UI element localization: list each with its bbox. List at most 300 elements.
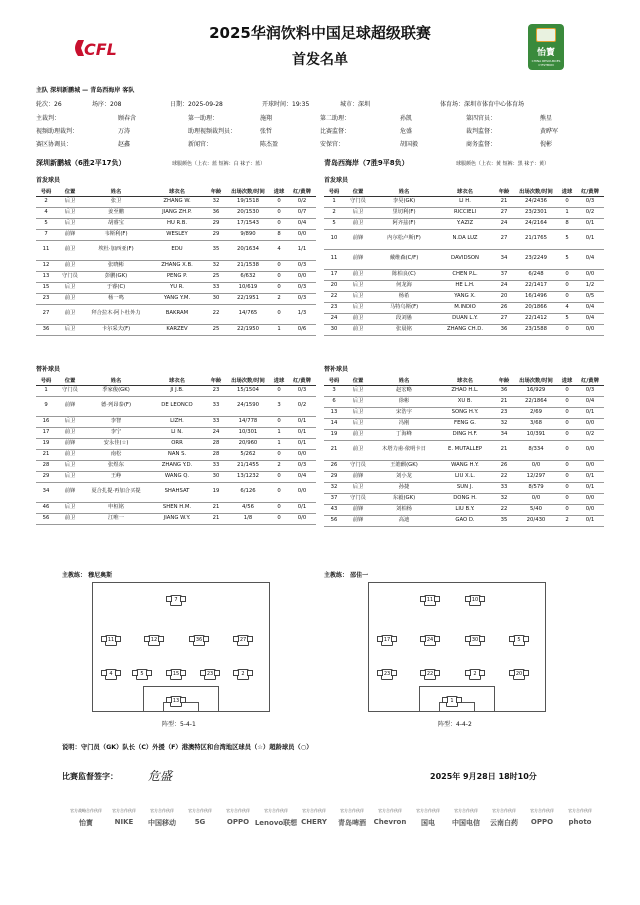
column-header: 姓名 bbox=[372, 376, 436, 385]
player-row bbox=[324, 396, 604, 407]
sponsor-tier: 官方合作伙伴 bbox=[454, 808, 478, 813]
player-cell: 前锋 bbox=[56, 482, 84, 502]
player-cell: 17/1543 bbox=[226, 218, 270, 229]
player-row bbox=[36, 460, 316, 471]
player-cell: 0/0 bbox=[576, 493, 604, 504]
player-cell: 0 bbox=[270, 271, 288, 282]
teams-line: 主队 深圳新鹏城 — 青岛西海岸 客队 bbox=[36, 87, 135, 94]
player-cell: 后卫 bbox=[344, 207, 372, 218]
player-cell: 前锋 bbox=[344, 504, 372, 515]
player-cell: 2/69 bbox=[514, 407, 558, 418]
player-cell: 22/1412 bbox=[514, 313, 558, 324]
player-cell: 14/778 bbox=[226, 416, 270, 427]
player-cell: 0 bbox=[270, 449, 288, 460]
player-cell: 20/1866 bbox=[514, 302, 558, 313]
player-cell: 前锋 bbox=[344, 249, 372, 269]
player-cell: 1/3 bbox=[288, 304, 316, 324]
player-row bbox=[324, 504, 604, 515]
player-cell: 20 bbox=[324, 280, 344, 291]
player-cell: 1/1 bbox=[288, 240, 316, 260]
cfl-logo-text: CFL bbox=[84, 40, 117, 59]
player-cell: WANG Q. bbox=[148, 471, 206, 482]
player-cell: 内尔松卢斯(F) bbox=[372, 229, 436, 249]
player-row bbox=[36, 502, 316, 513]
player-cell: 35 bbox=[206, 240, 226, 260]
home-pitch bbox=[92, 582, 270, 712]
player-cell: 后卫 bbox=[344, 396, 372, 407]
column-header: 位置 bbox=[56, 376, 84, 385]
player-cell: 后卫 bbox=[56, 282, 84, 293]
player-cell: 28 bbox=[206, 449, 226, 460]
player-cell: 5 bbox=[558, 249, 576, 269]
sponsor-name: CHERY bbox=[301, 818, 327, 826]
player-cell: 0/0 bbox=[576, 418, 604, 429]
player-cell: 24 bbox=[206, 427, 226, 438]
player-cell: 26 bbox=[324, 460, 344, 471]
home-starters-table bbox=[36, 187, 316, 336]
player-cell: 23/1588 bbox=[514, 324, 558, 335]
player-cell: 0/1 bbox=[288, 427, 316, 438]
player-cell: 段刘愚 bbox=[372, 313, 436, 324]
player-cell: 0/5 bbox=[576, 291, 604, 302]
column-header: 红/黄牌 bbox=[576, 187, 604, 196]
player-cell: 8/579 bbox=[514, 482, 558, 493]
player-cell: ZHANG X.B. bbox=[148, 260, 206, 271]
player-cell: 26 bbox=[494, 302, 514, 313]
player-cell: 37 bbox=[494, 269, 514, 280]
column-header: 球衣名 bbox=[436, 376, 494, 385]
player-cell: 0 bbox=[558, 196, 576, 207]
player-cell: 0/1 bbox=[576, 229, 604, 249]
player-cell: 张卫 bbox=[84, 196, 148, 207]
player-cell: 后卫 bbox=[56, 460, 84, 471]
player-cell: 13/1232 bbox=[226, 471, 270, 482]
column-header: 出场次数/时间 bbox=[226, 376, 270, 385]
player-row bbox=[36, 396, 316, 416]
player-cell: 0 bbox=[270, 218, 288, 229]
player-cell: DONG H. bbox=[436, 493, 494, 504]
player-cell: 10/391 bbox=[514, 429, 558, 440]
player-cell: 21/1538 bbox=[226, 260, 270, 271]
player-cell: YU R. bbox=[148, 282, 206, 293]
player-row bbox=[36, 438, 316, 449]
player-cell: 16/929 bbox=[514, 385, 558, 396]
player-cell: 19 bbox=[206, 482, 226, 502]
sponsor-name: NIKE bbox=[114, 818, 134, 826]
player-cell: 6/126 bbox=[226, 482, 270, 502]
player-cell: 5 bbox=[36, 218, 56, 229]
player-cell: 21 bbox=[494, 196, 514, 207]
player-cell: 5 bbox=[324, 218, 344, 229]
player-row bbox=[36, 293, 316, 304]
player-cell: 21 bbox=[324, 440, 344, 460]
player-cell: 3 bbox=[270, 396, 288, 416]
player-cell: 37 bbox=[324, 493, 344, 504]
sponsor-name: OPPO bbox=[530, 818, 554, 826]
column-header: 球衣名 bbox=[148, 376, 206, 385]
player-cell: 于睿(C) bbox=[84, 282, 148, 293]
player-cell: PENG P. bbox=[148, 271, 206, 282]
player-cell: 0/4 bbox=[576, 302, 604, 313]
player-cell: 0/1 bbox=[576, 471, 604, 482]
player-row bbox=[36, 260, 316, 271]
player-cell: 9/890 bbox=[226, 229, 270, 240]
player-cell: 3/68 bbox=[514, 418, 558, 429]
player-row bbox=[36, 282, 316, 293]
player-row bbox=[36, 482, 316, 502]
player-cell: BAKRAM bbox=[148, 304, 206, 324]
player-cell: 14/765 bbox=[226, 304, 270, 324]
player-cell: 后卫 bbox=[344, 302, 372, 313]
player-cell: 15/1504 bbox=[226, 385, 270, 396]
player-cell: 后卫 bbox=[56, 207, 84, 218]
player-shirt: 7 bbox=[170, 595, 182, 606]
cesbon-logo-sub: CHINA RESOURCES C'ESTBON bbox=[531, 59, 561, 67]
player-cell: 0/0 bbox=[576, 460, 604, 471]
player-cell: 孙捷 bbox=[372, 482, 436, 493]
player-cell: 32 bbox=[206, 196, 226, 207]
player-cell: 15 bbox=[36, 282, 56, 293]
player-cell: 4/56 bbox=[226, 502, 270, 513]
player-cell: 20/430 bbox=[514, 515, 558, 526]
player-cell: 10/301 bbox=[226, 427, 270, 438]
sponsor-tier: 官方合作伙伴 bbox=[530, 808, 554, 813]
column-header: 年龄 bbox=[494, 187, 514, 196]
player-row bbox=[324, 440, 604, 460]
player-cell: RICCIELI bbox=[436, 207, 494, 218]
player-row bbox=[36, 229, 316, 240]
player-cell: 前卫 bbox=[344, 269, 372, 280]
player-cell: 0/1 bbox=[288, 416, 316, 427]
player-shirt: 23 bbox=[204, 669, 216, 680]
player-cell: 张煜东 bbox=[84, 460, 148, 471]
player-cell: 20 bbox=[494, 291, 514, 302]
player-cell: 0 bbox=[558, 396, 576, 407]
player-cell: XU B. bbox=[436, 396, 494, 407]
cfl-logo bbox=[72, 36, 124, 60]
player-cell: 0 bbox=[270, 282, 288, 293]
player-row bbox=[324, 196, 604, 207]
away-subs-table bbox=[324, 376, 604, 527]
player-cell: 33 bbox=[206, 416, 226, 427]
player-cell: 56 bbox=[36, 513, 56, 524]
player-shirt: 17 bbox=[381, 635, 393, 646]
away-pitch bbox=[368, 582, 546, 712]
player-cell: 17 bbox=[324, 269, 344, 280]
player-cell: 24/1590 bbox=[226, 396, 270, 416]
player-cell: 刘柏杨 bbox=[372, 504, 436, 515]
player-cell: 1 bbox=[270, 324, 288, 335]
column-header: 姓名 bbox=[84, 187, 148, 196]
player-cell: 30 bbox=[206, 293, 226, 304]
column-header: 年龄 bbox=[206, 376, 226, 385]
player-cell: JI J.B. bbox=[148, 385, 206, 396]
player-cell: 后卫 bbox=[56, 502, 84, 513]
sponsor-name: Chevron bbox=[373, 818, 407, 826]
column-header: 进球 bbox=[558, 376, 576, 385]
player-cell: 0/3 bbox=[288, 260, 316, 271]
sponsor-name: OPPO bbox=[226, 818, 250, 826]
home-kit: 球服颜色（上衣：蓝 短裤：白 袜子：蓝） bbox=[172, 161, 266, 167]
sponsor-name: 中国移动 bbox=[148, 819, 176, 827]
home-coach: 主教练： 穆尼奥斯 bbox=[62, 572, 113, 579]
player-cell: 后卫 bbox=[56, 196, 84, 207]
player-cell: 46 bbox=[36, 502, 56, 513]
player-cell: 0/3 bbox=[576, 196, 604, 207]
player-row bbox=[36, 207, 316, 218]
player-cell: HU R.B. bbox=[148, 218, 206, 229]
column-header: 红/黄牌 bbox=[288, 187, 316, 196]
column-header: 号码 bbox=[36, 187, 56, 196]
player-cell: LI H. bbox=[436, 196, 494, 207]
player-row bbox=[324, 482, 604, 493]
player-cell: 8/334 bbox=[514, 440, 558, 460]
player-cell: 杨希 bbox=[372, 291, 436, 302]
away-kit: 球服颜色（上衣：黄 短裤：黑 袜子：黄） bbox=[456, 161, 550, 167]
player-cell: E. MUTALLEP bbox=[436, 440, 494, 460]
player-cell: 埃杜·加西亚(F) bbox=[84, 240, 148, 260]
player-cell: 陈柏良(C) bbox=[372, 269, 436, 280]
player-cell: 后卫 bbox=[344, 291, 372, 302]
column-header: 号码 bbox=[36, 376, 56, 385]
player-cell: 0 bbox=[558, 291, 576, 302]
player-cell: 夏合扎提·再加合买提 bbox=[84, 482, 148, 502]
player-cell: 23 bbox=[324, 302, 344, 313]
player-cell: 何龙海 bbox=[372, 280, 436, 291]
player-cell: 34 bbox=[494, 429, 514, 440]
player-cell: 南松 bbox=[84, 449, 148, 460]
player-cell: 25 bbox=[206, 324, 226, 335]
player-cell: 韦斯利(F) bbox=[84, 229, 148, 240]
player-cell: 4 bbox=[36, 207, 56, 218]
player-cell: 1 bbox=[270, 427, 288, 438]
sponsor-tier: 官方合作伙伴 bbox=[226, 808, 250, 813]
player-cell: SHAHSAT bbox=[148, 482, 206, 502]
player-shirt: 13 bbox=[170, 696, 182, 707]
player-cell: 0/0 bbox=[576, 504, 604, 515]
player-row bbox=[324, 280, 604, 291]
player-cell: 0/4 bbox=[576, 313, 604, 324]
player-cell: 0 bbox=[558, 324, 576, 335]
player-cell: GAO D. bbox=[436, 515, 494, 526]
player-cell: 29 bbox=[324, 471, 344, 482]
player-row bbox=[324, 324, 604, 335]
player-shirt: 36 bbox=[193, 635, 205, 646]
column-header: 位置 bbox=[56, 187, 84, 196]
player-cell: 32 bbox=[494, 418, 514, 429]
player-cell: 5/262 bbox=[226, 449, 270, 460]
player-cell: LI N. bbox=[148, 427, 206, 438]
player-cell: 0 bbox=[270, 260, 288, 271]
player-cell: 43 bbox=[324, 504, 344, 515]
player-cell: 8 bbox=[558, 218, 576, 229]
player-cell: 6/632 bbox=[226, 271, 270, 282]
player-cell: 安永佳(☆) bbox=[84, 438, 148, 449]
player-cell: 0/0 bbox=[288, 271, 316, 282]
player-cell: 23/2249 bbox=[514, 249, 558, 269]
player-cell: 0 bbox=[270, 196, 288, 207]
player-cell: 德·列昂泰(F) bbox=[84, 396, 148, 416]
player-cell: 27 bbox=[36, 304, 56, 324]
player-cell: 34 bbox=[494, 249, 514, 269]
player-cell: 前卫 bbox=[344, 218, 372, 229]
player-shirt: 2 bbox=[237, 669, 249, 680]
player-row bbox=[36, 427, 316, 438]
player-cell: 0/0 bbox=[288, 229, 316, 240]
column-header: 年龄 bbox=[494, 376, 514, 385]
home-starters-label: 首发球员 bbox=[36, 177, 61, 184]
player-cell: 前卫 bbox=[344, 429, 372, 440]
page-title: 首发名单 bbox=[292, 52, 348, 68]
player-cell: 丁海峰 bbox=[372, 429, 436, 440]
player-cell: 23 bbox=[36, 293, 56, 304]
player-cell: 28 bbox=[206, 438, 226, 449]
player-shirt: 27 bbox=[237, 635, 249, 646]
player-shirt: 22 bbox=[424, 669, 436, 680]
player-cell: 28 bbox=[36, 460, 56, 471]
column-header: 球衣名 bbox=[436, 187, 494, 196]
legend-note: 说明：守门员（GK）队长（C）外援（F）港澳特区和台湾地区球员（☆）超龄球员（○） bbox=[62, 744, 313, 751]
player-cell: 前锋 bbox=[56, 396, 84, 416]
player-cell: 1 bbox=[36, 385, 56, 396]
player-row bbox=[36, 240, 316, 260]
sponsor-name: photo bbox=[568, 818, 592, 826]
player-cell: 王皓麒(GK) bbox=[372, 460, 436, 471]
player-cell: 0/2 bbox=[288, 396, 316, 416]
player-cell: 10 bbox=[324, 229, 344, 249]
player-cell: 11 bbox=[324, 249, 344, 269]
player-row bbox=[36, 449, 316, 460]
player-shirt: 12 bbox=[148, 635, 160, 646]
player-cell: 2 bbox=[36, 196, 56, 207]
player-cell: 20/1530 bbox=[226, 207, 270, 218]
player-cell: 0/0 bbox=[514, 493, 558, 504]
player-cell: 冯刚 bbox=[372, 418, 436, 429]
player-cell: 戴维森(C/F) bbox=[372, 249, 436, 269]
player-cell: 29 bbox=[206, 218, 226, 229]
column-header: 号码 bbox=[324, 376, 344, 385]
away-formation: 阵型：4-4-2 bbox=[438, 721, 472, 728]
player-cell: 0/7 bbox=[288, 207, 316, 218]
player-cell: 0/3 bbox=[288, 293, 316, 304]
player-row bbox=[324, 291, 604, 302]
player-cell: 后卫 bbox=[344, 418, 372, 429]
column-header: 球衣名 bbox=[148, 187, 206, 196]
sponsor-tier: 官方合作伙伴 bbox=[378, 808, 402, 813]
player-cell: 1/2 bbox=[576, 280, 604, 291]
teams-header bbox=[36, 155, 604, 169]
player-row bbox=[324, 471, 604, 482]
player-cell: 张晨铭 bbox=[372, 324, 436, 335]
player-cell: LIZH. bbox=[148, 416, 206, 427]
player-cell: 36 bbox=[206, 207, 226, 218]
player-cell: 3 bbox=[324, 385, 344, 396]
player-row bbox=[324, 418, 604, 429]
player-cell: 马特乌斯(F) bbox=[372, 302, 436, 313]
home-formation: 阵型：5-4-1 bbox=[162, 721, 196, 728]
player-cell: 0 bbox=[558, 418, 576, 429]
player-cell: 申桓铭 bbox=[84, 502, 148, 513]
player-cell: 1 bbox=[558, 207, 576, 218]
column-header: 出场次数/时间 bbox=[226, 187, 270, 196]
player-row bbox=[324, 385, 604, 396]
player-cell: 0/4 bbox=[288, 471, 316, 482]
player-cell: 1/8 bbox=[226, 513, 270, 524]
player-shirt: 24 bbox=[424, 635, 436, 646]
player-cell: 0 bbox=[270, 502, 288, 513]
column-header: 位置 bbox=[344, 187, 372, 196]
player-cell: 木塔力甫·依明卡日 bbox=[372, 440, 436, 460]
player-shirt: 15 bbox=[170, 669, 182, 680]
player-cell: 0 bbox=[558, 504, 576, 515]
player-cell: 19/1518 bbox=[226, 196, 270, 207]
player-cell: 13 bbox=[36, 271, 56, 282]
player-cell: Y.AZIZ bbox=[436, 218, 494, 229]
player-row bbox=[36, 271, 316, 282]
player-cell: 5 bbox=[558, 229, 576, 249]
player-cell: 27 bbox=[494, 313, 514, 324]
player-cell: 20/1634 bbox=[226, 240, 270, 260]
player-cell: 守门员 bbox=[56, 385, 84, 396]
player-cell: 守门员 bbox=[344, 196, 372, 207]
match-info-line: 轮次：26 场序：208 日期：2025-09-28 开球时间：19:35 城市：深圳 体育场：深圳市体育中心体育场 bbox=[36, 101, 525, 108]
player-cell: 34 bbox=[36, 482, 56, 502]
player-cell: 0/2 bbox=[576, 429, 604, 440]
player-row bbox=[36, 471, 316, 482]
player-cell: 12 bbox=[36, 260, 56, 271]
player-cell: 22/1951 bbox=[226, 293, 270, 304]
player-row bbox=[36, 385, 316, 396]
player-cell: 29 bbox=[206, 229, 226, 240]
player-cell: 30 bbox=[206, 471, 226, 482]
player-cell: 30 bbox=[324, 324, 344, 335]
sponsor-tier: 官方合作伙伴 bbox=[340, 808, 364, 813]
player-cell: 33 bbox=[206, 282, 226, 293]
player-cell: 56 bbox=[324, 515, 344, 526]
player-cell: 0/1 bbox=[288, 438, 316, 449]
player-cell: 32 bbox=[494, 493, 514, 504]
player-cell: 后卫 bbox=[56, 218, 84, 229]
player-cell: 23/2301 bbox=[514, 207, 558, 218]
player-cell: 13 bbox=[324, 407, 344, 418]
player-cell: 22 bbox=[494, 471, 514, 482]
player-row bbox=[324, 218, 604, 229]
sponsor-tier: 官方合作伙伴 bbox=[302, 808, 326, 813]
player-cell: 高迪 bbox=[372, 515, 436, 526]
player-cell: 卡尔采夫(F) bbox=[84, 324, 148, 335]
player-cell: 6/248 bbox=[514, 269, 558, 280]
player-cell: 前卫 bbox=[344, 313, 372, 324]
player-cell: 后卫 bbox=[344, 385, 372, 396]
player-cell: LIU X.L. bbox=[436, 471, 494, 482]
player-cell: 里切利(F) bbox=[372, 207, 436, 218]
player-cell: WANG H.Y. bbox=[436, 460, 494, 471]
away-team-name: 青岛西海岸（7胜9平8负） bbox=[324, 159, 409, 167]
player-row bbox=[36, 513, 316, 524]
player-cell: 王峥 bbox=[84, 471, 148, 482]
player-cell: 0/1 bbox=[576, 218, 604, 229]
player-cell: 徐彬 bbox=[372, 396, 436, 407]
player-cell: ZHANG CH.D. bbox=[436, 324, 494, 335]
player-cell: 27 bbox=[494, 207, 514, 218]
player-cell: 江唯一 bbox=[84, 513, 148, 524]
player-row bbox=[324, 429, 604, 440]
player-shirt: 23 bbox=[381, 669, 393, 680]
player-cell: 0/1 bbox=[576, 407, 604, 418]
sponsor-logo bbox=[556, 808, 604, 826]
player-cell: 22/1864 bbox=[514, 396, 558, 407]
player-cell: 后卫 bbox=[344, 407, 372, 418]
